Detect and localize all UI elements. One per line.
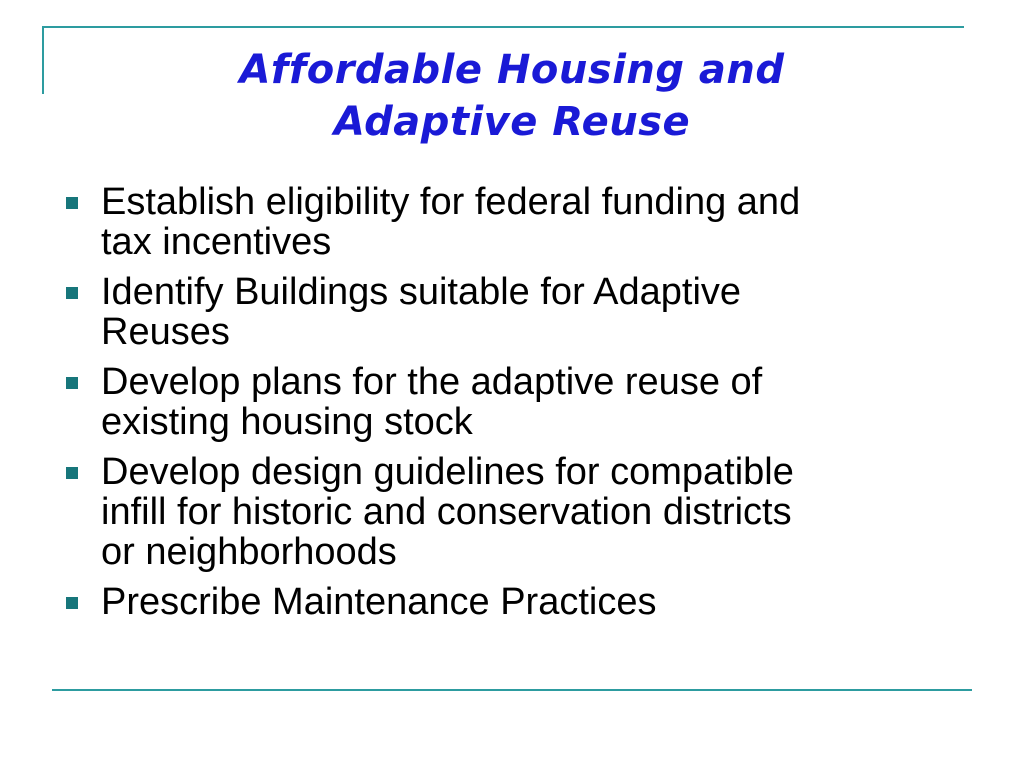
frame-bottom-accent-line: [52, 689, 972, 691]
bullet-text-line: Develop plans for the adaptive reuse of: [101, 361, 763, 403]
bullet-text-line: Establish eligibility for federal funding and: [101, 181, 801, 223]
bullet-text-line: Identify Buildings suitable for Adaptive: [101, 271, 742, 313]
bullet-text-line: Reuses: [101, 311, 230, 353]
square-bullet-icon: [66, 377, 78, 389]
bullet-text: [101, 582, 966, 622]
slide-title-line-1: Affordable Housing and: [239, 47, 785, 93]
bullet-text: [101, 452, 966, 572]
bullet-text-line: Prescribe Maintenance Practices: [101, 581, 657, 623]
bullet-item-identify-buildings: [66, 272, 966, 352]
bullet-item-develop-plans: [66, 362, 966, 442]
bullet-item-design-guidelines: [66, 452, 966, 572]
bullet-text-line: Develop design guidelines for compatible: [101, 451, 794, 493]
bullet-text-line: existing housing stock: [101, 401, 473, 443]
frame-left-accent-line: [42, 26, 44, 94]
bullet-item-maintenance: [66, 582, 966, 622]
square-bullet-icon: [66, 287, 78, 299]
square-bullet-icon: [66, 467, 78, 479]
frame-top-accent-line: [42, 26, 964, 28]
bullet-text-line: or neighborhoods: [101, 531, 397, 573]
bullet-text: [101, 362, 966, 442]
bullet-text-line: infill for historic and conservation districts: [101, 491, 792, 533]
bullet-text: [101, 272, 966, 352]
bullet-text: [101, 182, 966, 262]
bullet-list: [66, 182, 966, 632]
square-bullet-icon: [66, 197, 78, 209]
bullet-item-eligibility: [66, 182, 966, 262]
square-bullet-icon: [66, 597, 78, 609]
slide-title-line-2: Adaptive Reuse: [333, 99, 691, 145]
bullet-text-line: tax incentives: [101, 221, 332, 263]
slide-title: [150, 44, 874, 148]
